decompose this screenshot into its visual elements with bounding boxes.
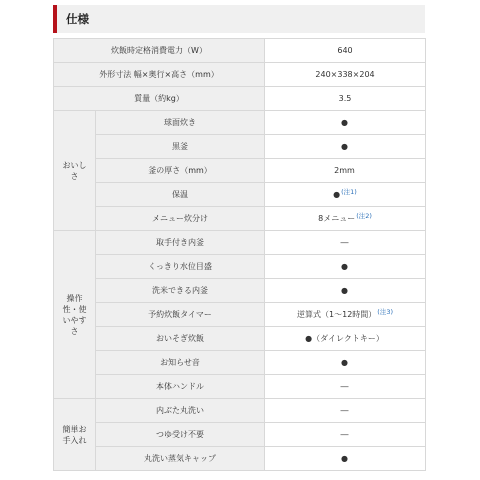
spec-value [265,279,426,303]
spec-value [265,351,426,375]
category-cell [54,111,96,231]
category-cell [54,399,96,471]
category-cell [54,231,96,399]
value-text: 逆算式（1～12時間） [297,310,377,319]
spec-value [265,231,426,255]
table-row [54,399,426,423]
spec-value [265,183,426,207]
value-text: ● [341,142,348,151]
spec-label: 球面炊き [96,111,265,135]
value-text: ● [341,286,348,295]
footnote-link[interactable]: (注3) [377,308,394,316]
table-row [54,87,426,111]
spec-value [265,207,426,231]
spec-value [265,111,426,135]
table-row [54,375,426,399]
spec-label: 取手付き内釜 [96,231,265,255]
spec-value [265,327,426,351]
category-label: 簡単お手入れ [62,424,87,445]
table-row [54,327,426,351]
table-row [54,135,426,159]
value-text: ● [341,118,348,127]
spec-label: 丸洗い蒸気キャップ [96,447,265,471]
spec-value [265,447,426,471]
value-text: ― [340,382,349,391]
spec-label: つゆ受け不要 [96,423,265,447]
spec-label: 内ぶた丸洗い [96,399,265,423]
table-row [54,351,426,375]
spec-label: おいそぎ炊飯 [96,327,265,351]
value-text: 8メニュー [318,214,356,223]
table-row [54,159,426,183]
spec-value: 240×338×204 [265,63,426,87]
spec-value [265,303,426,327]
spec-label: くっきり水位目盛 [96,255,265,279]
spec-label: 質量（約kg） [54,87,265,111]
table-row [54,279,426,303]
table-row [54,111,426,135]
value-text: ● [341,454,348,463]
section-header [53,5,425,33]
category-label: 操作性・使いやすさ [62,293,87,336]
spec-label: 炊飯時定格消費電力（W） [54,39,265,63]
table-row [54,63,426,87]
spec-label: 保温 [96,183,265,207]
spec-value [265,159,426,183]
table-row [54,423,426,447]
spec-value [265,375,426,399]
spec-label: 黒釜 [96,135,265,159]
table-row [54,183,426,207]
value-text: ● [341,262,348,271]
value-text: ― [340,238,349,247]
table-row [54,231,426,255]
value-text: ― [340,430,349,439]
spec-value: 640 [265,39,426,63]
spec-value [265,255,426,279]
spec-value: 3.5 [265,87,426,111]
table-row [54,255,426,279]
footnote-link[interactable]: (注2) [356,212,372,220]
spec-table [53,38,426,471]
spec-label: 釜の厚さ（mm） [96,159,265,183]
spec-label: お知らせ音 [96,351,265,375]
section-title: 仕様 [66,12,89,26]
table-row [54,39,426,63]
spec-label: 本体ハンドル [96,375,265,399]
table-row [54,303,426,327]
spec-label: 洗米できる内釜 [96,279,265,303]
spec-value [265,135,426,159]
table-row [54,207,426,231]
value-text: ● [341,358,348,367]
value-text: 2mm [334,166,355,175]
spec-value [265,423,426,447]
value-text: ●（ダイレクトキー） [305,334,384,343]
value-text: ― [340,406,349,415]
category-label: おいしさ [62,160,87,181]
footnote-link[interactable]: (注1) [341,188,357,196]
table-row [54,447,426,471]
spec-value [265,399,426,423]
value-text: ● [333,190,341,199]
spec-label: 外形寸法 幅×奥行×高さ（mm） [54,63,265,87]
spec-label: 予約炊飯タイマー [96,303,265,327]
spec-label: メニュー炊分け [96,207,265,231]
